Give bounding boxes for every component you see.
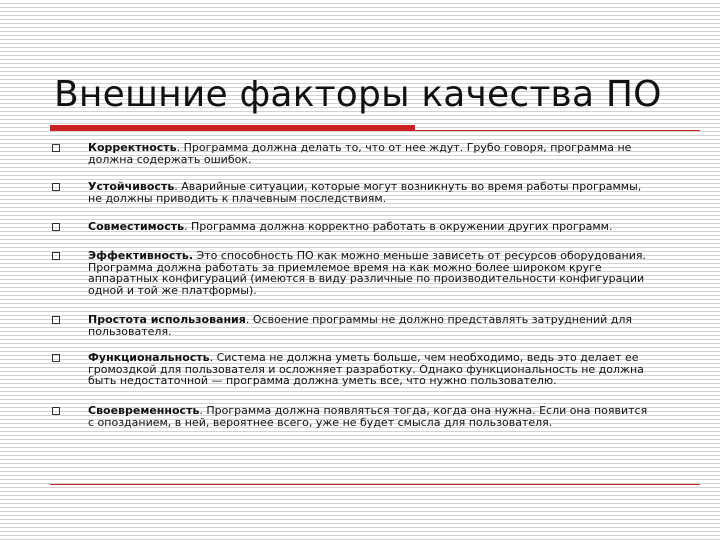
list-item-body: . Система не должна уметь больше, чем необходимо, ведь это делает ее громоздкой для пользователя и осложняет разработку. Однако функциональность не должна быть недостаточной — программа должна уметь все, что нужно пользователю. — [88, 351, 644, 387]
list-item-body: . Освоение программы не должно представлять затруднений для пользователя. — [88, 313, 633, 338]
list-item-body: . Программа должна делать то, что от нее ждут. Грубо говоря, программа не должна содержать ошибок. — [88, 141, 632, 166]
list-item-text — [88, 142, 652, 165]
list-item-text — [88, 314, 652, 337]
list-item-body: . Программа должна корректно работать в окружении других программ. — [184, 220, 613, 233]
list-item-text — [88, 181, 652, 204]
list-item-body: . Аварийные ситуации, которые могут возникнуть во время работы программы, не должны приводить к плачевным последствиям. — [88, 180, 642, 205]
square-bullet-icon — [52, 223, 60, 231]
square-bullet-icon — [52, 354, 60, 362]
list-item-body: . Программа должна появляться тогда, когда она нужна. Если она появится с опозданием, в ней, вероятнее всего, уже не будет смысла для пользователя. — [88, 404, 648, 429]
square-bullet-icon — [52, 183, 60, 191]
square-bullet-icon — [52, 407, 60, 415]
list-item-text — [88, 221, 652, 233]
title-underline — [50, 130, 700, 131]
list-item-text — [88, 352, 652, 387]
list-item-body: Это способность ПО как можно меньше зависеть от ресурсов оборудования. Программа должна работать за приемлемое время на как можно более широком круге аппаратных конфигураций (имеются в виду различные по производительности конфигурации одной и той же платформы). — [88, 249, 646, 297]
square-bullet-icon — [52, 316, 60, 324]
list-item-term: Своевременность — [88, 404, 200, 417]
list-item-term: Корректность — [88, 141, 177, 154]
list-item-term: Совместимость — [88, 220, 185, 233]
list-item-term: Эффективность. — [88, 249, 194, 262]
list-item-term: Устойчивость — [88, 180, 175, 193]
square-bullet-icon — [52, 144, 60, 152]
list-item-term: Простота использования — [88, 313, 246, 326]
slide-title: Внешние факторы качества ПО — [54, 74, 662, 115]
list-item-text — [88, 405, 652, 428]
list-item-term: Функциональность — [88, 351, 210, 364]
square-bullet-icon — [52, 252, 60, 260]
list-item-text — [88, 250, 652, 296]
bottom-divider — [50, 484, 700, 485]
